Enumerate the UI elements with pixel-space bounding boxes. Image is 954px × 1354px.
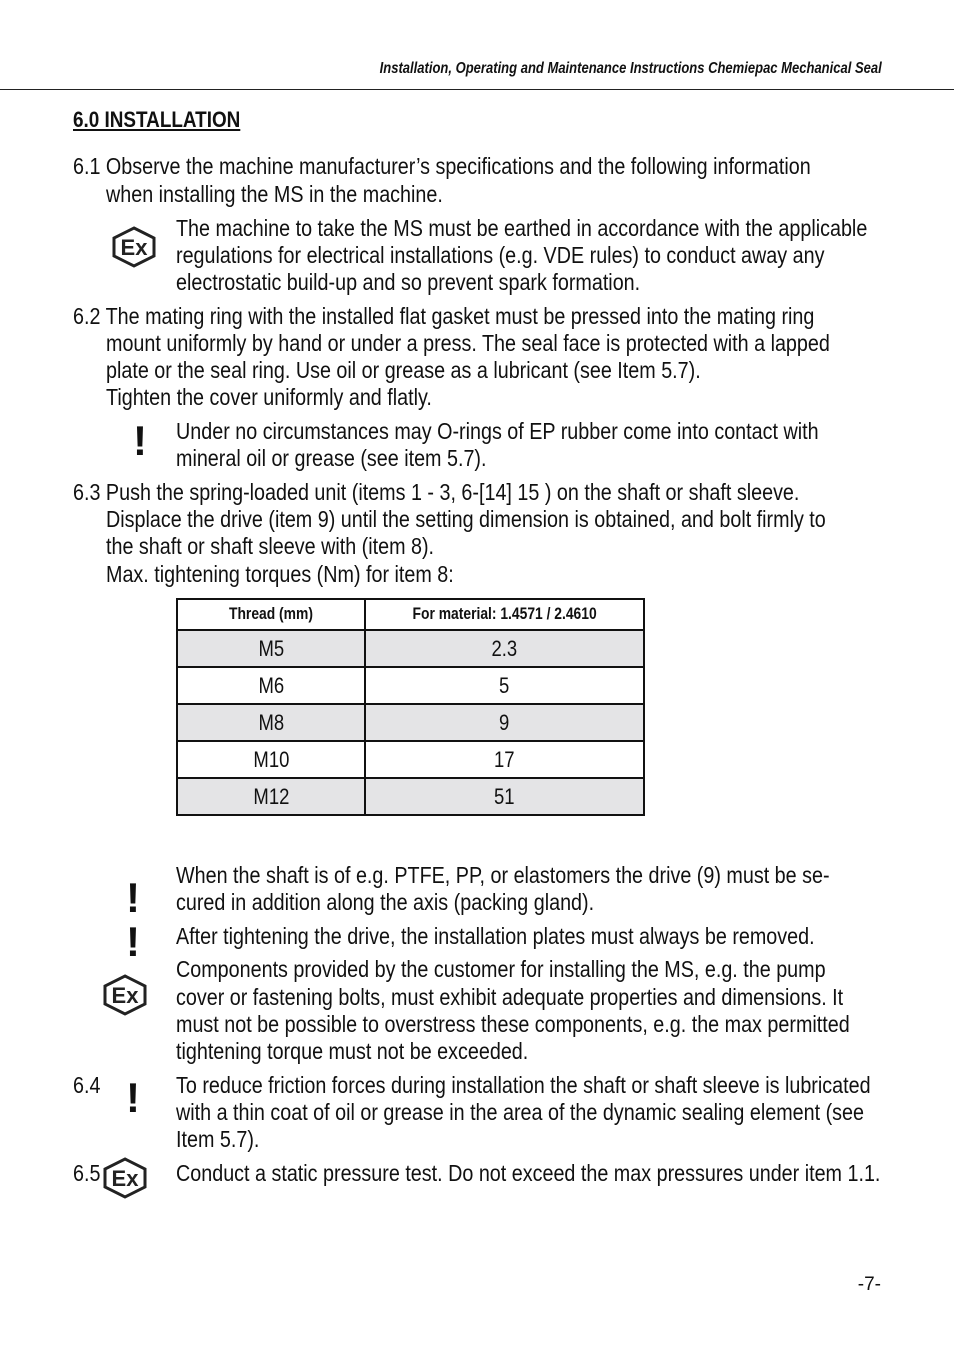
section-title: 6.0 INSTALLATION (73, 107, 241, 132)
item-6-3-line-2: Displace the drive (item 9) until the setting dimension is obtained, and bolt firmly to (106, 506, 826, 532)
item-6-3-line-4: Max. tightening torques (Nm) for item 8: (106, 561, 454, 587)
item-6-1-line-2: when installing the MS in the machine. (106, 181, 443, 207)
warning-1-line-2: mineral oil or grease (see item 5.7). (176, 445, 487, 471)
page-number: -7- (857, 1274, 881, 1295)
item-6-2-line-2: mount uniformly by hand or under a press. The seal face is protected with a lapped (106, 330, 830, 356)
warning-1-line-1: Under no circumstances may O-rings of EP rubber come into contact with (176, 418, 819, 444)
header-rule (0, 89, 954, 90)
item-6-1-line-1: 6.1 Observe the machine manufacturer’s specifications and the following information (73, 153, 811, 179)
exclamation-icon: ! (126, 874, 140, 921)
document-header: Installation, Operating and Maintenance Instructions Chemiepac Mechanical Seal (379, 60, 882, 77)
item-6-2-line-3: plate or the seal ring. Use oil or grease as a lubricant (see Item 5.7). (106, 357, 701, 383)
exclamation-icon: ! (126, 918, 140, 965)
table-cell-thread: M5 (177, 630, 365, 667)
table-header-row (177, 599, 644, 630)
ex-note-1-line-2: regulations for electrical installations (e.g. VDE rules) to conduct away any (176, 242, 825, 268)
item-6-2-line-4: Tighten the cover uniformly and flatly. (106, 384, 432, 410)
table-row (177, 778, 644, 815)
table-cell-thread: M10 (177, 741, 365, 778)
ex-note-2-line-2: cover or fastening bolts, must exhibit adequate properties and dimensions. It (176, 984, 844, 1010)
table-cell-torque: 2.3 (365, 630, 644, 667)
item-6-3-line-3: the shaft or shaft sleeve with (item 8). (106, 533, 435, 559)
exclamation-icon: ! (126, 1074, 140, 1121)
svg-text:Ex: Ex (111, 983, 139, 1008)
ex-icon (101, 974, 149, 1016)
table-cell-torque: 17 (365, 741, 644, 778)
table-cell-torque: 51 (365, 778, 644, 815)
ex-icon (110, 226, 158, 268)
table-cell-thread: M8 (177, 704, 365, 741)
ex-note-2-line-3: must not be possible to overstress these components, e.g. the max permitted (176, 1011, 850, 1037)
table-row (177, 667, 644, 704)
item-6-4-line-1: To reduce friction forces during installation the shaft or shaft sleeve is lubricated (176, 1072, 871, 1098)
item-6-2-line-1: 6.2 The mating ring with the installed flat gasket must be pressed into the mating ring (73, 303, 815, 329)
svg-text:Ex: Ex (111, 1166, 139, 1191)
ex-icon (101, 1157, 149, 1199)
table-row (177, 741, 644, 778)
item-6-4-line-2: with a thin coat of oil or grease in the area of the dynamic sealing element (see (176, 1099, 864, 1125)
table-row (177, 630, 644, 667)
svg-text:Ex: Ex (120, 235, 148, 260)
ex-note-2-line-1: Components provided by the customer for installing the MS, e.g. the pump (176, 956, 826, 982)
item-6-5-line-1: Conduct a static pressure test. Do not exceed the max pressures under item 1.1. (176, 1160, 881, 1186)
warning-2-line-1: When the shaft is of e.g. PTFE, PP, or elastomers the drive (9) must be se- (176, 862, 830, 888)
table-header-thread: Thread (mm) (177, 599, 365, 630)
torque-table (176, 598, 645, 816)
table-header-material: For material: 1.4571 / 2.4610 (365, 599, 644, 630)
ex-note-1-line-3: electrostatic build-up and so prevent spark formation. (176, 269, 641, 295)
exclamation-icon: ! (133, 417, 147, 464)
table-cell-torque: 9 (365, 704, 644, 741)
table-cell-torque: 5 (365, 667, 644, 704)
table-cell-thread: M12 (177, 778, 365, 815)
warning-3-line-1: After tightening the drive, the installation plates must always be removed. (176, 923, 815, 949)
table-row (177, 704, 644, 741)
item-6-4-number: 6.4 (73, 1072, 101, 1098)
ex-note-2-line-4: tightening torque must not be exceeded. (176, 1038, 529, 1064)
item-6-5-number: 6.5 (73, 1160, 101, 1186)
warning-2-line-2: cured in addition along the axis (packing gland). (176, 889, 595, 915)
item-6-4-line-3: Item 5.7). (176, 1126, 260, 1152)
item-6-3-line-1: 6.3 Push the spring-loaded unit (items 1 - 3, 6-[14] 15 ) on the shaft or shaft sleeve. (73, 479, 800, 505)
table-cell-thread: M6 (177, 667, 365, 704)
ex-note-1-line-1: The machine to take the MS must be earthed in accordance with the applicable (176, 215, 868, 241)
